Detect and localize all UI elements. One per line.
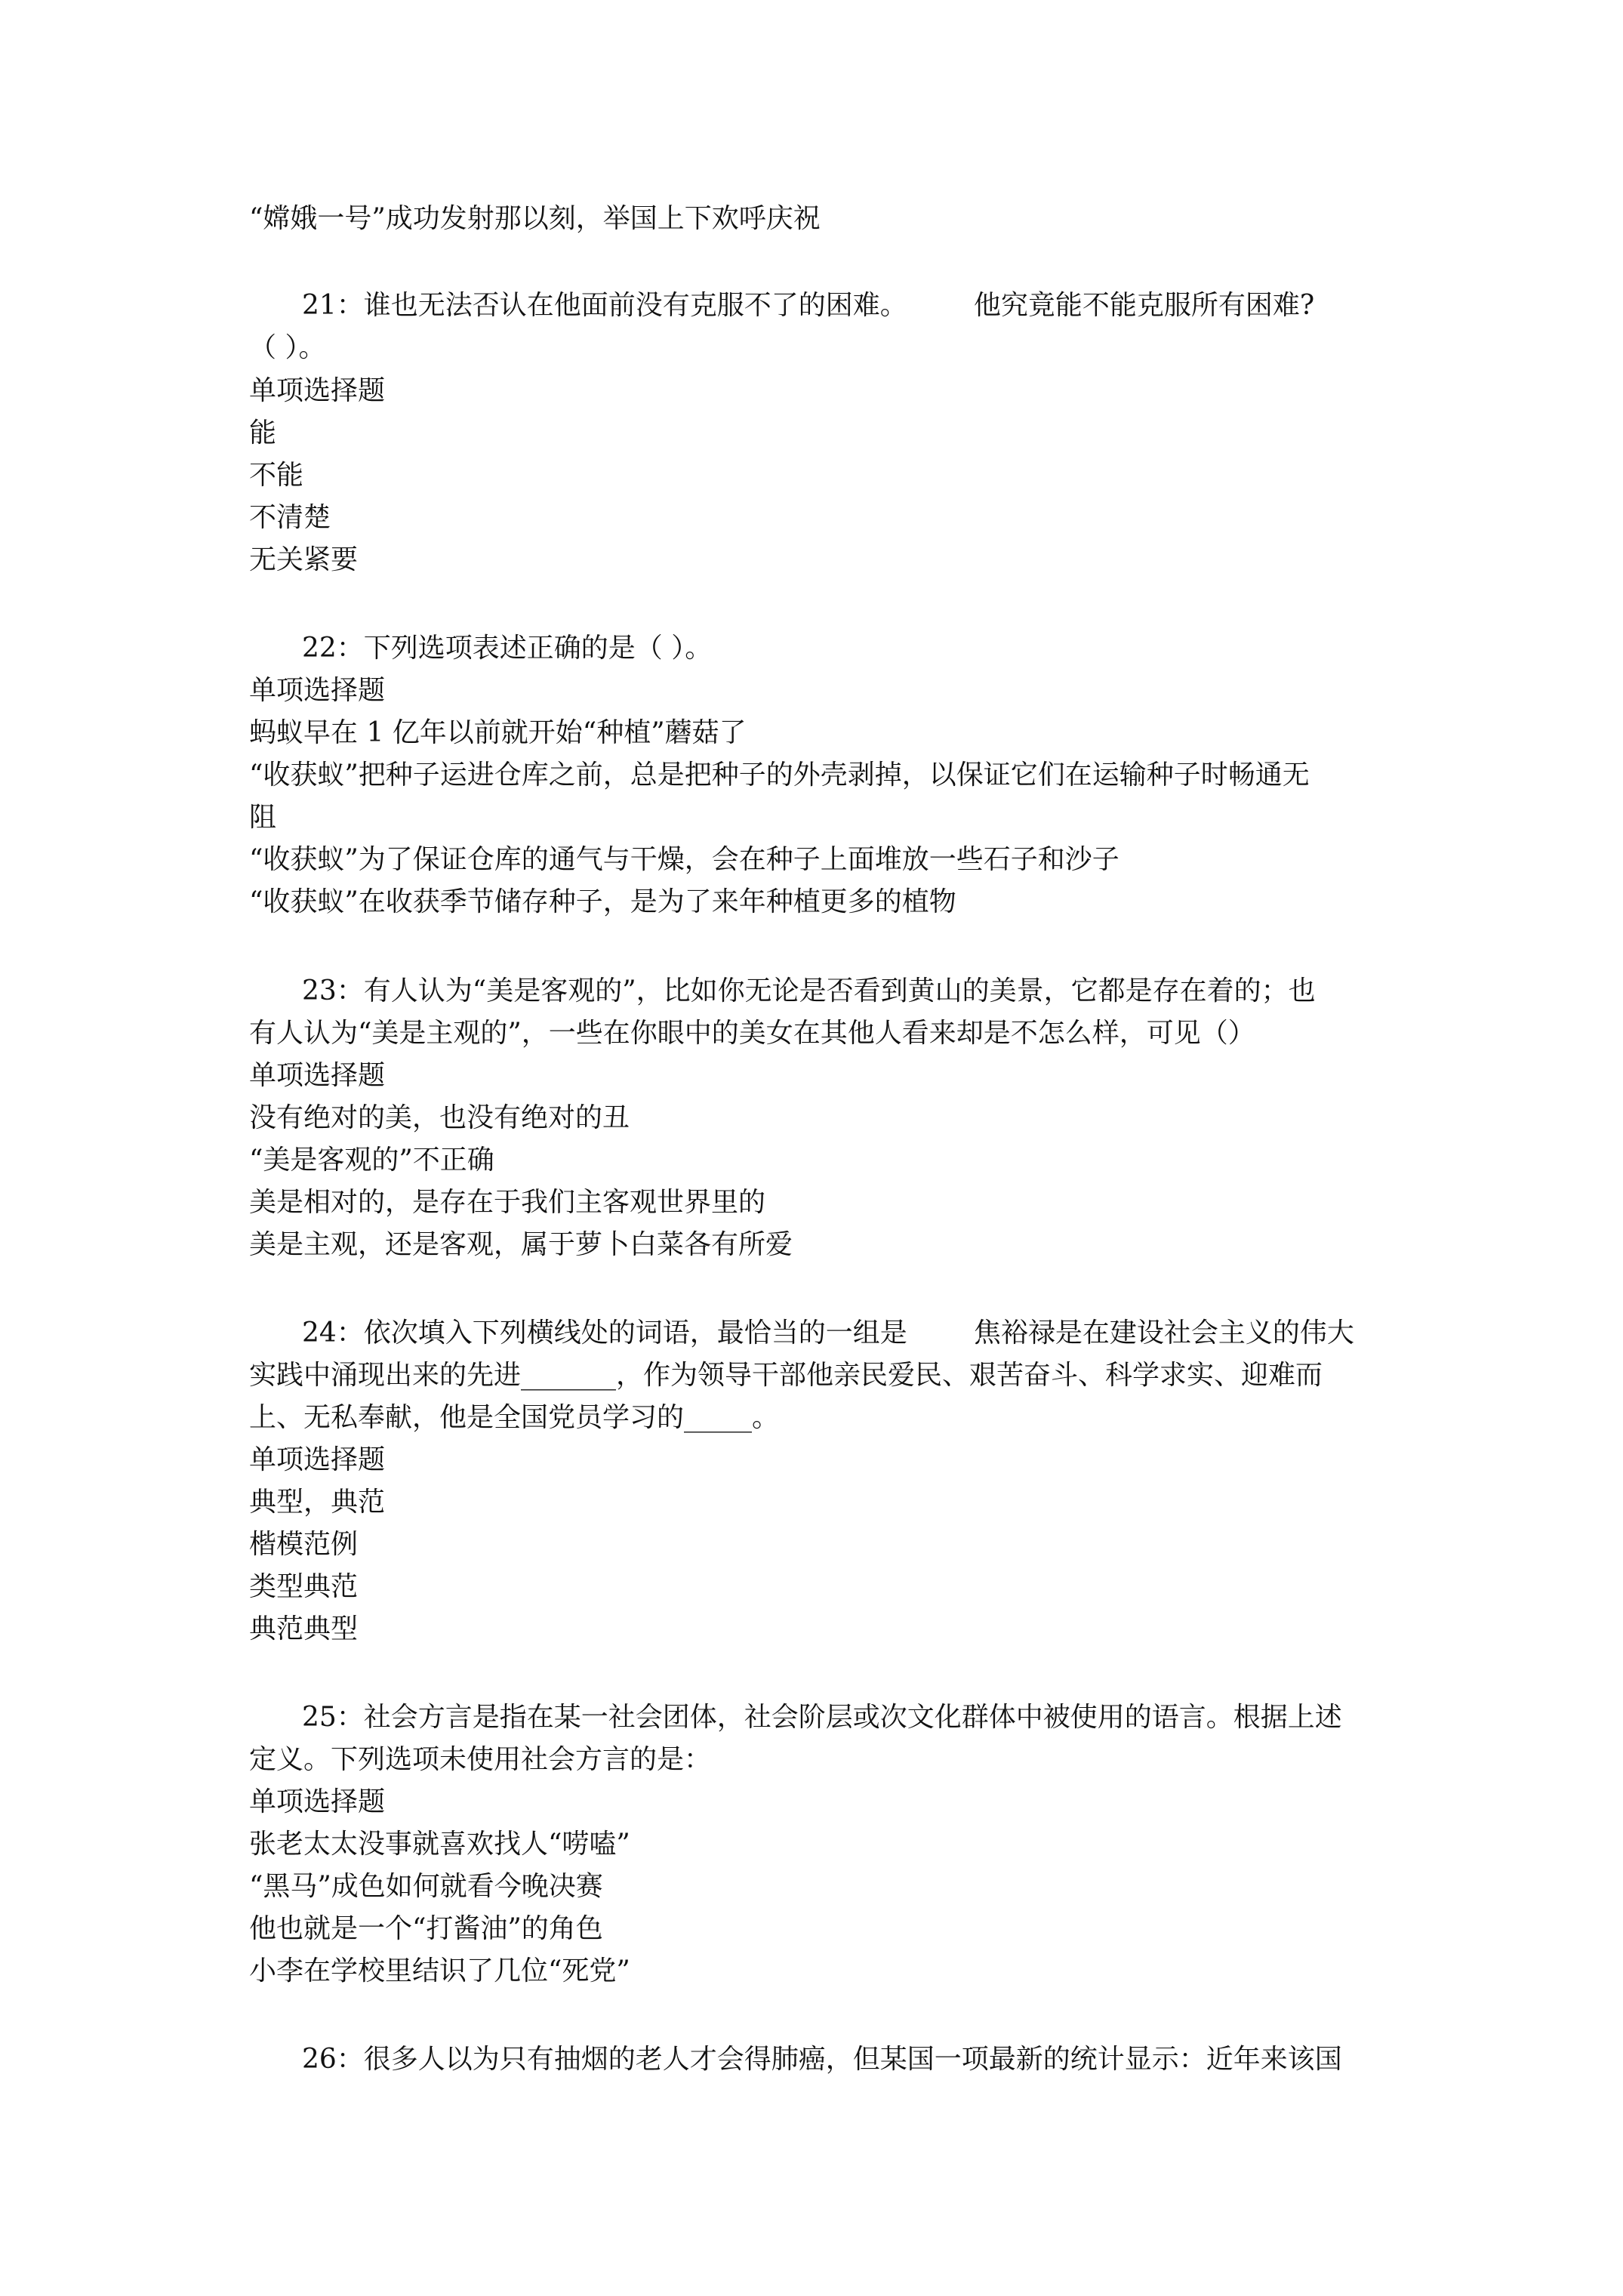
question-24-option-c: 类型典范 <box>249 1571 359 1602</box>
question-25-option-c: 他也就是一个“打酱油”的角色 <box>249 1913 603 1944</box>
question-21-option-b: 不能 <box>249 460 304 491</box>
question-26-stem: 26：很多人以为只有抽烟的老人才会得肺癌，但某国一项最新的统计显示：近年来该国 <box>302 2044 1342 2075</box>
question-24-stem-part1: 24：依次填入下列横线处的词语，最恰当的一组是 <box>302 1318 907 1348</box>
question-21-option-c: 不清楚 <box>249 502 331 533</box>
question-24-option-d: 典范典型 <box>249 1613 359 1644</box>
question-25-option-d: 小李在学校里结识了几位“死党” <box>249 1955 630 1986</box>
question-24-type: 单项选择题 <box>249 1444 386 1475</box>
question-25-option-b: “黑马”成色如何就看今晚决赛 <box>249 1871 603 1902</box>
question-22-option-b: “收获蚁”把种子运进仓库之前，总是把种子的外壳剥掉，以保证它们在运输种子时畅通无 <box>249 760 1310 791</box>
question-23-stem-line2: 有人认为“美是主观的”，一些在你眼中的美女在其他人看来却是不怎么样，可见（） <box>249 1018 1255 1049</box>
question-22-option-a: 蚂蚁早在 1 亿年以前就开始“种植”蘑菇了 <box>249 717 747 748</box>
question-23-stem: 23：有人认为“美是客观的”，比如你无论是否看到黄山的美景，它都是存在着的；也 <box>302 975 1316 1006</box>
question-21-stem-line2: （ ）。 <box>249 332 326 363</box>
question-22-option-d: “收获蚁”在收获季节储存种子，是为了来年种植更多的植物 <box>249 886 956 917</box>
question-22-option-b-cont: 阻 <box>249 802 277 833</box>
question-21-option-d: 无关紧要 <box>249 544 359 575</box>
question-22-stem: 22：下列选项表述正确的是（ ）。 <box>302 633 713 664</box>
question-25-option-a: 张老太太没事就喜欢找人“唠嗑” <box>249 1829 630 1860</box>
question-24-option-b: 楷模范例 <box>249 1529 359 1560</box>
question-21-type: 单项选择题 <box>249 375 386 406</box>
question-23-option-a: 没有绝对的美，也没有绝对的丑 <box>249 1102 630 1133</box>
question-23-option-b: “美是客观的”不正确 <box>249 1145 494 1176</box>
question-23-type: 单项选择题 <box>249 1060 386 1091</box>
question-22-option-c: “收获蚁”为了保证仓库的通气与干燥，会在种子上面堆放一些石子和沙子 <box>249 844 1119 875</box>
question-21-stem <box>302 285 1314 327</box>
question-23-option-c: 美是相对的，是存在于我们主客观世界里的 <box>249 1187 766 1218</box>
question-24-option-a: 典型，典范 <box>249 1487 386 1518</box>
question-24-stem <box>302 1312 1354 1354</box>
question-21-stem-part2: 他究竟能不能克服所有困难? <box>973 290 1315 321</box>
question-24-stem-line2: 实践中涌现出来的先进_______，作为领导干部他亲民爱民、艰苦奋斗、科学求实、迎难而 <box>249 1360 1323 1391</box>
question-25-type: 单项选择题 <box>249 1786 386 1817</box>
question-25-stem: 25：社会方言是指在某一社会团体，社会阶层或次文化群体中被使用的语言。根据上述 <box>302 1702 1342 1733</box>
question-23-option-d: 美是主观，还是客观，属于萝卜白菜各有所爱 <box>249 1229 793 1260</box>
question-24-stem-line3: 上、无私奉献，他是全国党员学习的_____。 <box>249 1402 780 1433</box>
question-25-stem-line2: 定义。下列选项未使用社会方言的是： <box>249 1744 712 1775</box>
question-21-option-a: 能 <box>249 418 277 448</box>
question-24-stem-part2: 焦裕禄是在建设社会主义的伟大 <box>973 1318 1354 1348</box>
question-22-type: 单项选择题 <box>249 675 386 706</box>
previous-question-option: “嫦娥一号”成功发射那以刻，举国上下欢呼庆祝 <box>249 203 821 234</box>
question-21-stem-part1: 21：谁也无法否认在他面前没有克服不了的困难。 <box>302 290 907 321</box>
